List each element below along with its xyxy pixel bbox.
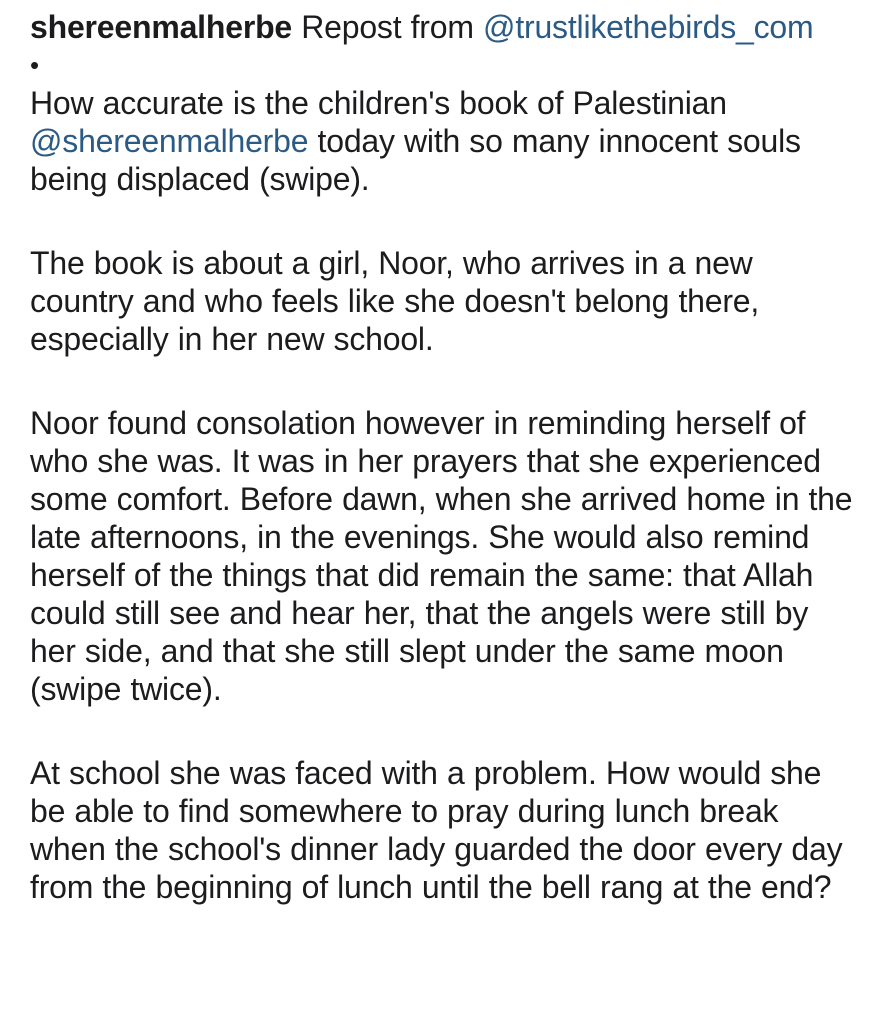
username[interactable]: shereenmalherbe xyxy=(30,9,293,45)
caption-paragraph-4 xyxy=(30,754,854,906)
caption-text: today with so many innocent souls being displaced (swipe). xyxy=(30,123,801,197)
caption-paragraph-1 xyxy=(30,84,854,198)
caption-text: How accurate is the children's book of Palestinian xyxy=(30,85,727,121)
caption-text: The book is about a girl, Noor, who arrives in a new country and who feels like she doesn't belong there, especially in her new school. xyxy=(30,245,760,357)
caption-text: Noor found consolation however in reminding herself of who she was. It was in her prayers that she experienced some comfort. Before dawn, when she arrived home in the late afternoons, in the evenings. She would also remind herself of the things that did remain the same: that Allah could still see and hear her, that the angels were still by her side, and that she still slept under the same moon (swipe twice). xyxy=(30,405,853,707)
caption-paragraph-3 xyxy=(30,404,854,708)
repost-text: Repost from xyxy=(301,9,474,45)
caption-paragraphs xyxy=(30,84,854,906)
bullet-separator: • xyxy=(30,50,40,80)
caption-text: At school she was faced with a problem. How would she be able to find somewhere to pray during lunch break when the school's dinner lady guarded the door every day from the beginning of lunch until the bell rang at the end? xyxy=(30,755,843,905)
mention-link[interactable]: @shereenmalherbe xyxy=(30,123,309,159)
post-header xyxy=(30,8,854,46)
repost-handle-link[interactable]: @trustlikethebirds_com xyxy=(483,9,814,45)
caption-paragraph-2 xyxy=(30,244,854,358)
